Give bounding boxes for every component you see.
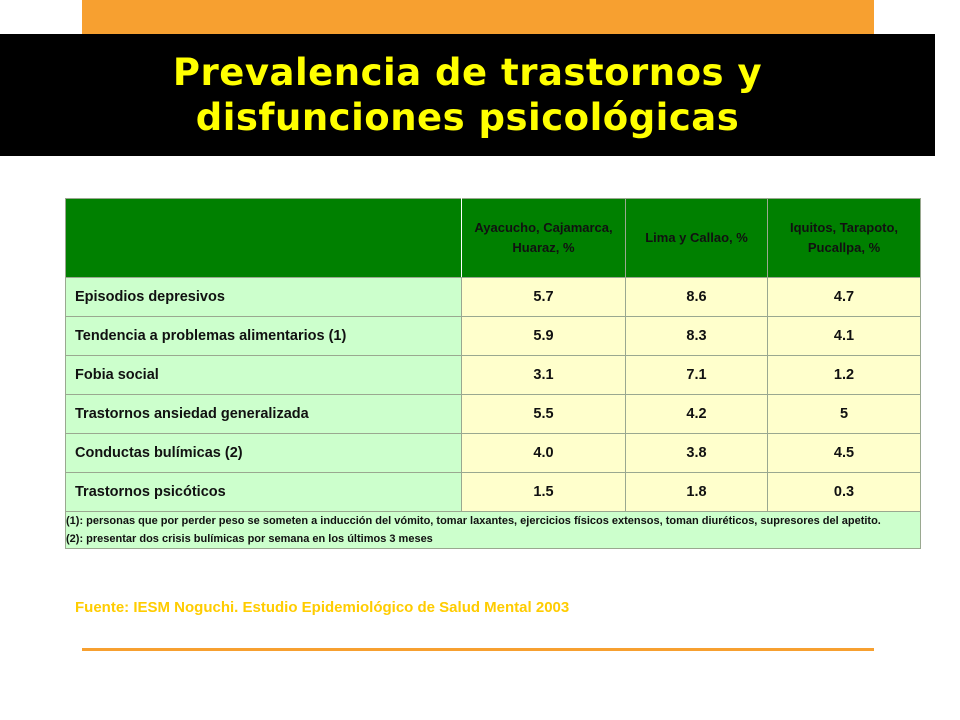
row-value: 5.7 — [462, 278, 626, 317]
header-cell-ayacucho: Ayacucho, Cajamarca, Huaraz, % — [462, 199, 626, 278]
row-label: Tendencia a problemas alimentarios (1) — [66, 317, 462, 356]
table-header-row — [66, 199, 921, 278]
row-value: 4.1 — [768, 317, 921, 356]
table-row — [66, 356, 921, 395]
row-value: 8.6 — [626, 278, 768, 317]
bottom-orange-line — [82, 648, 874, 651]
title-line-1: Prevalencia de trastornos y — [172, 51, 763, 94]
table-row — [66, 395, 921, 434]
title-line-2: disfunciones psicológicas — [195, 96, 740, 139]
row-value: 1.8 — [626, 473, 768, 512]
row-value: 7.1 — [626, 356, 768, 395]
row-value: 5 — [768, 395, 921, 434]
source-citation: Fuente: IESM Noguchi. Estudio Epidemiológico de Salud Mental 2003 — [75, 599, 570, 616]
row-value: 8.3 — [626, 317, 768, 356]
row-value: 4.5 — [768, 434, 921, 473]
table-row — [66, 473, 921, 512]
top-orange-bar — [82, 0, 874, 36]
footnote-2: (2): presentar dos crisis bulímicas por semana en los últimos 3 meses — [66, 533, 433, 545]
row-value: 4.7 — [768, 278, 921, 317]
row-value: 1.2 — [768, 356, 921, 395]
table-notes-row — [66, 512, 921, 549]
title-band — [0, 34, 935, 156]
row-value: 5.5 — [462, 395, 626, 434]
row-value: 1.5 — [462, 473, 626, 512]
row-value: 0.3 — [768, 473, 921, 512]
table-row — [66, 317, 921, 356]
row-value: 4.0 — [462, 434, 626, 473]
header-cell-iquitos: Iquitos, Tarapoto, Pucallpa, % — [768, 199, 921, 278]
footnote-1: (1): personas que por perder peso se someten a inducción del vómito, tomar laxantes, ejercicios físicos extensos, toman diuréticos, supresores del apetito. — [66, 515, 881, 527]
table-row — [66, 434, 921, 473]
row-label: Fobia social — [66, 356, 462, 395]
row-label: Conductas bulímicas (2) — [66, 434, 462, 473]
row-label: Trastornos ansiedad generalizada — [66, 395, 462, 434]
table-row — [66, 278, 921, 317]
footnotes-cell — [66, 512, 921, 549]
row-label: Trastornos psicóticos — [66, 473, 462, 512]
row-value: 4.2 — [626, 395, 768, 434]
prevalence-table — [65, 198, 921, 549]
row-label: Episodios depresivos — [66, 278, 462, 317]
header-cell-lima: Lima y Callao, % — [626, 199, 768, 278]
row-value: 3.8 — [626, 434, 768, 473]
header-cell-empty — [66, 199, 462, 278]
row-value: 3.1 — [462, 356, 626, 395]
slide-title — [173, 50, 762, 140]
row-value: 5.9 — [462, 317, 626, 356]
prevalence-table-container — [65, 198, 920, 549]
